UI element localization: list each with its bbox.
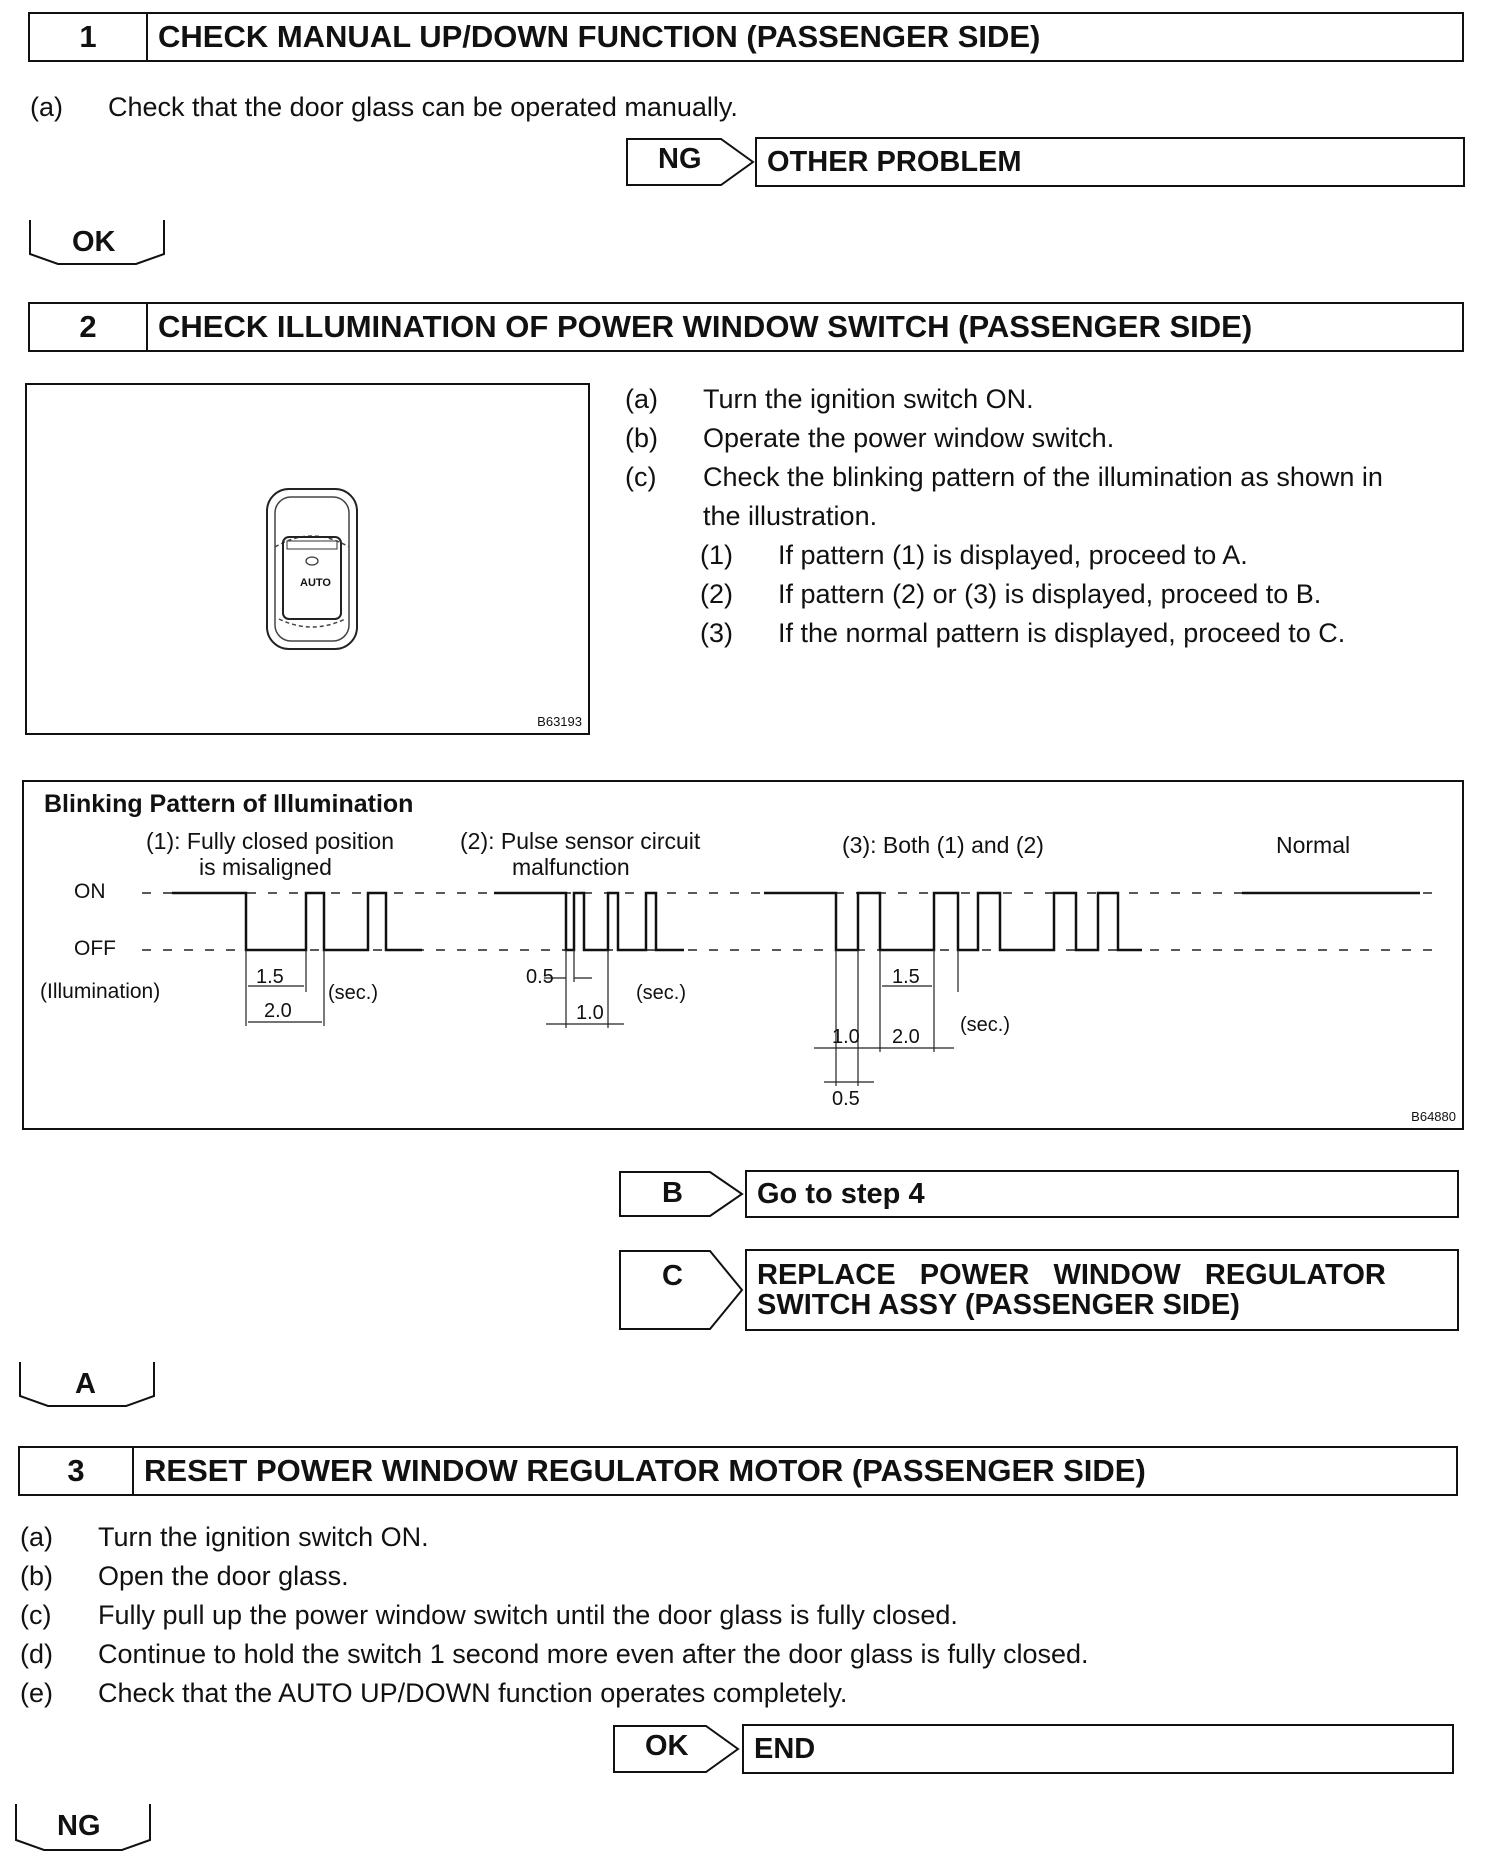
switch-figure [25,383,590,735]
step-title: CHECK MANUAL UP/DOWN FUNCTION (PASSENGER SIDE) [158,19,1041,54]
step-2-b-label: B [662,1177,683,1209]
item-label: (c) [20,1600,52,1630]
item-label: (a) [30,92,63,122]
pattern-2-waveform [494,893,684,950]
power-window-switch-illustration [257,485,367,655]
figure-code: B64880 [1411,1109,1456,1124]
blinking-pattern-figure [22,780,1464,1130]
switch-auto-label: AUTO [300,577,331,589]
illumination-label: (Illumination) [40,980,161,1003]
step-1-ng-result: OTHER PROBLEM [755,137,1465,187]
item-text: Turn the ignition switch ON. [703,384,1034,414]
pattern-2-dim-a: 0.5 [526,966,554,988]
pattern-3-label: (3): Both (1) and (2) [842,832,1044,858]
item-text: Check that the door glass can be operated manually. [108,92,738,122]
step-1-header [28,12,1464,62]
item-text: Turn the ignition switch ON. [98,1522,429,1552]
step-2-header [28,302,1464,352]
pattern-1-dim-a: 1.5 [256,966,284,988]
step-3-ok-result: END [742,1724,1454,1774]
item-label: (a) [625,384,658,414]
item-text: Operate the power window switch. [703,423,1115,453]
c-result-line-1: REPLACE POWER WINDOW REGULATOR [757,1259,1386,1291]
pattern-3-dim-c: 2.0 [892,1026,920,1048]
pattern-3-dim-d: 0.5 [832,1088,860,1110]
off-label: OFF [74,937,116,960]
item-text: Check the blinking pattern of the illumination as shown in [703,462,1383,492]
step-2-c-result [745,1249,1459,1331]
step-number: 3 [20,1448,134,1494]
item-text: Continue to hold the switch 1 second more even after the door glass is fully closed. [98,1639,1089,1669]
item-text: Fully pull up the power window switch until the door glass is fully closed. [98,1600,958,1630]
step-title: CHECK ILLUMINATION OF POWER WINDOW SWITCH (PASSENGER SIDE) [158,309,1253,344]
step-1-ng-label: NG [658,143,702,175]
step-3-ng-label: NG [57,1810,101,1842]
pattern-1-unit: (sec.) [328,982,378,1004]
pattern-3-waveform [764,893,1142,950]
step-2-b-result: Go to step 4 [745,1170,1459,1218]
item-label: (3) [700,618,733,648]
item-text: If pattern (2) or (3) is displayed, proceed to B. [778,579,1322,609]
item-label: (b) [625,423,658,453]
item-label: (e) [20,1678,53,1708]
normal-label: Normal [1276,832,1351,858]
item-text: Open the door glass. [98,1561,349,1591]
step-number: 2 [30,304,148,350]
figure-code: B63193 [537,714,582,729]
item-label: (b) [20,1561,53,1591]
pattern-1-label: (1): Fully closed position [146,828,394,854]
pattern-3-dim-b: 1.0 [832,1026,860,1048]
step-2-c-label: C [662,1260,683,1292]
item-label: (d) [20,1639,53,1669]
on-label: ON [74,880,106,903]
step-3-header [18,1446,1458,1496]
pattern-2-dim-b: 1.0 [576,1002,604,1024]
step-1-ok-label: OK [72,226,116,258]
step-title: RESET POWER WINDOW REGULATOR MOTOR (PASSENGER SIDE) [144,1453,1146,1488]
c-result-line-2: SWITCH ASSY (PASSENGER SIDE) [757,1289,1240,1321]
item-text: If the normal pattern is displayed, proceed to C. [778,618,1346,648]
step-number: 1 [30,14,148,60]
pattern-2-unit: (sec.) [636,982,686,1004]
item-label: (a) [20,1522,53,1552]
pattern-1-dim-b: 2.0 [264,1000,292,1022]
step-3-ok-label: OK [645,1730,689,1762]
pattern-3-unit: (sec.) [960,1014,1010,1036]
step-2-a-label: A [75,1368,96,1400]
item-text: the illustration. [703,501,878,531]
pattern-3-dim-a: 1.5 [892,966,920,988]
item-label: (2) [700,579,733,609]
item-label: (1) [700,540,733,570]
item-text: If pattern (1) is displayed, proceed to A. [778,540,1248,570]
pattern-1-label-cont: is misaligned [199,854,332,880]
pattern-2-label-cont: malfunction [512,854,630,880]
item-text: Check that the AUTO UP/DOWN function operates completely. [98,1678,848,1708]
item-label: (c) [625,462,657,492]
pattern-figure-title: Blinking Pattern of Illumination [44,790,414,818]
pattern-2-label: (2): Pulse sensor circuit [460,828,701,854]
pattern-1-waveform [172,893,422,950]
